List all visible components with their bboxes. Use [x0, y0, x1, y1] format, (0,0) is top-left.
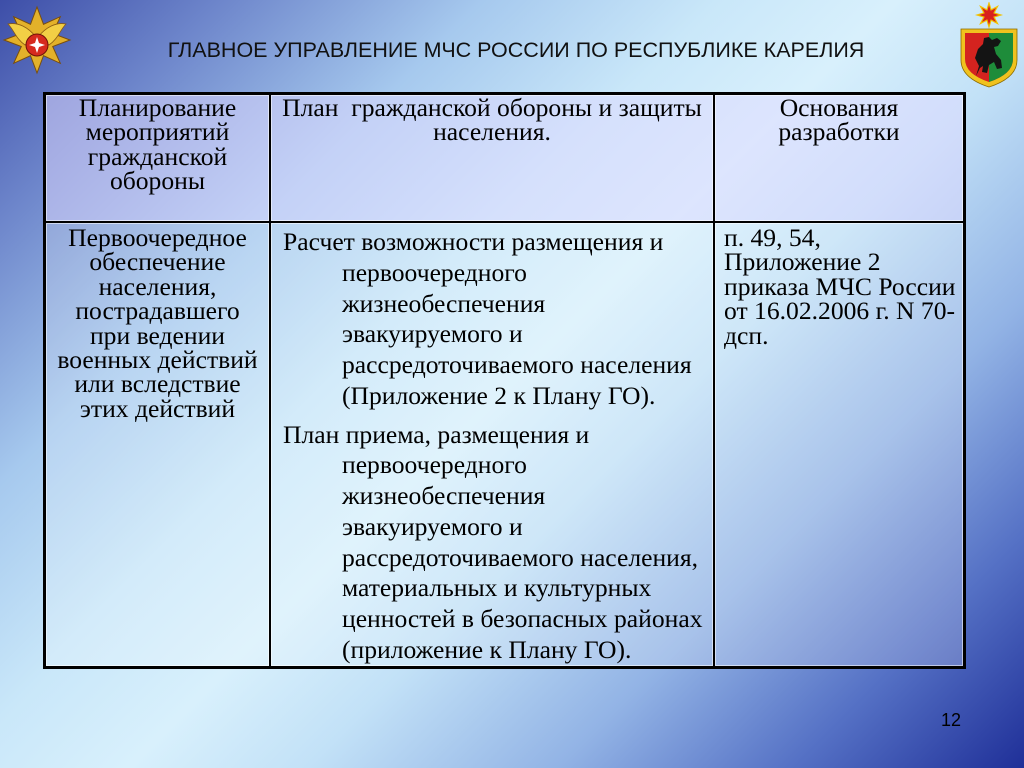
body-cell-basis: п. 49, 54, Приложение 2 приказа МЧС России от 16.02.2006 г. N 70- дсп.	[715, 223, 963, 666]
mchs-emblem	[0, 0, 74, 80]
row-divider	[46, 221, 963, 223]
slide-number: 12	[940, 710, 962, 730]
column-divider	[713, 95, 715, 666]
planning-table	[43, 92, 966, 669]
header-cell-planning-measures: Планирование мероприятий гражданской обороны	[46, 95, 269, 221]
column-divider	[269, 95, 271, 666]
body-cell-measure: Первоочередное обеспечение населения, пострадавшего при ведении военных действий или вследствие этих действий	[46, 223, 269, 666]
plan-paragraph-calculation: Расчет возможности размещения и первоочередного жизнеобеспечения эвакуируемого и рассредоточиваемого населения (Приложение 2 к Плану ГО).	[283, 227, 692, 410]
slide-title: ГЛАВНОЕ УПРАВЛЕНИЕ МЧС РОССИИ ПО РЕСПУБЛИКЕ КАРЕЛИЯ	[167, 38, 865, 62]
arms-star	[977, 3, 1001, 27]
header-cell-civil-defense-plan: План гражданской обороны и защиты населения.	[271, 95, 713, 221]
header-cell-development-basis: Основания разработки	[715, 95, 963, 221]
karelia-coat-of-arms	[956, 2, 1022, 88]
plan-paragraph-reception: План приема, размещения и первоочередного жизнеобеспечения эвакуируемого и рассредоточиваемого населения, материальных и культурных ценностей в безопасных районах (приложение к Плану ГО).	[283, 419, 703, 664]
body-cell-plans	[271, 223, 713, 666]
